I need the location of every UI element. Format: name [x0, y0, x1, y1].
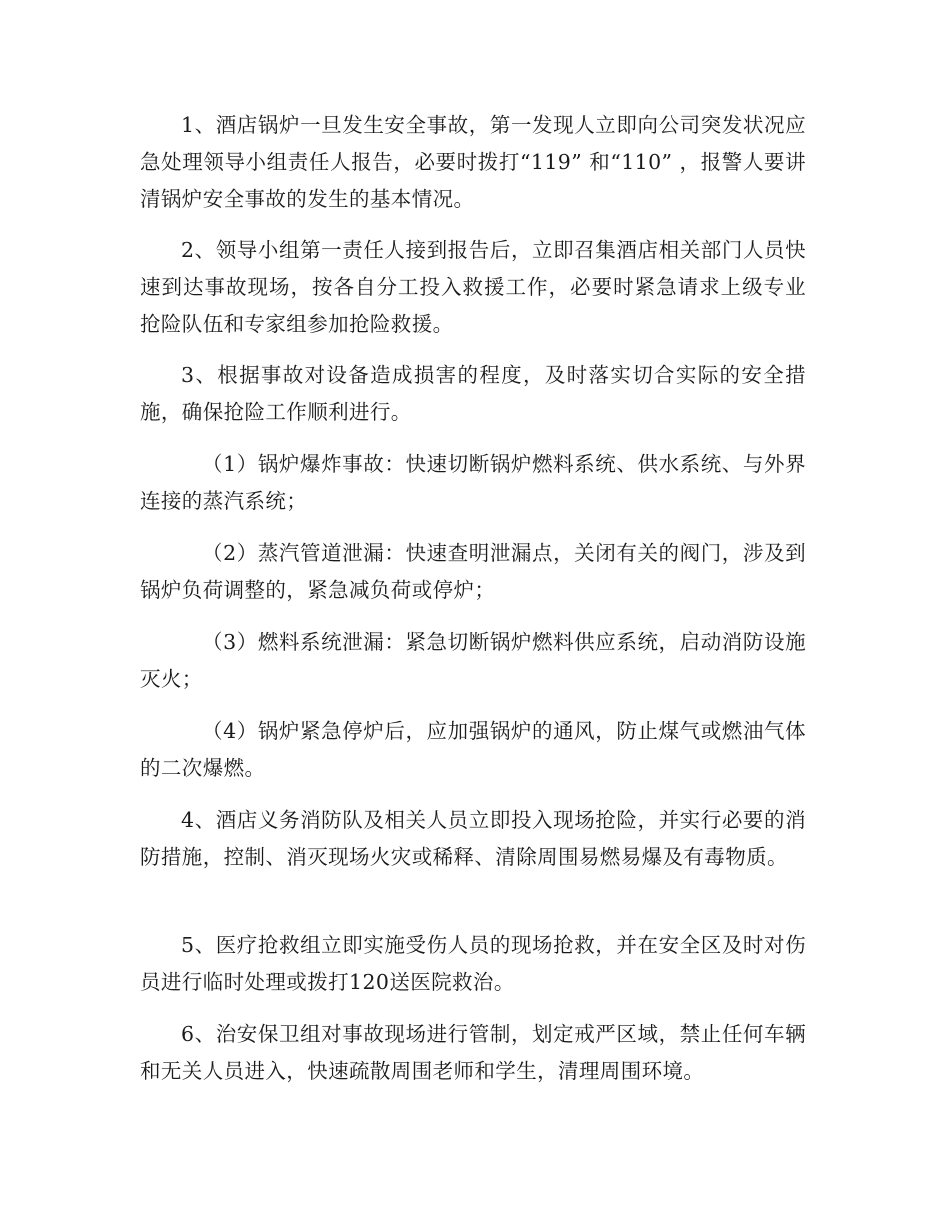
paragraph-2: 2、领导小组第一责任人接到报告后，立即召集酒店相关部门人员快速到达事故现场，按各自分工投入救援工作，必要时紧急请求上级专业抢险队伍和专家组参加抢险救援。	[140, 238, 806, 336]
paragraph-3-item-2: （2）蒸汽管道泄漏：快速查明泄漏点，关闭有关的阀门，涉及到锅炉负荷调整的，紧急减负荷或停炉；	[140, 541, 806, 602]
paragraph-6: 6、治安保卫组对事故现场进行管制，划定戒严区域，禁止任何车辆和无关人员进入，快速疏散周围老师和学生，清理周围环境。	[140, 1022, 806, 1083]
paragraph-3: 3、根据事故对设备造成损害的程度，及时落实切合实际的安全措施，确保抢险工作顺利进行。	[140, 363, 806, 424]
paragraph-3-item-1: （1）锅炉爆炸事故：快速切断锅炉燃料系统、供水系统、与外界连接的蒸汽系统；	[140, 452, 806, 513]
paragraph-5: 5、医疗抢救组立即实施受伤人员的现场抢救，并在安全区及时对伤员进行临时处理或拨打120送医院救治。	[140, 933, 806, 994]
paragraph-4: 4、酒店义务消防队及相关人员立即投入现场抢险，并实行必要的消防措施，控制、消灭现场火灾或稀释、清除周围易燃易爆及有毒物质。	[140, 808, 806, 869]
paragraph-3-item-4: （4）锅炉紧急停炉后，应加强锅炉的通风，防止煤气或燃油气体的二次爆燃。	[140, 719, 806, 780]
paragraph-3-item-3: （3）燃料系统泄漏：紧急切断锅炉燃料供应系统，启动消防设施灭火；	[140, 630, 806, 691]
paragraph-1: 1、酒店锅炉一旦发生安全事故，第一发现人立即向公司突发状况应急处理领导小组责任人报告，必要时拨打“119” 和“110” ，报警人要讲清锅炉安全事故的发生的基本情况。	[140, 113, 806, 211]
